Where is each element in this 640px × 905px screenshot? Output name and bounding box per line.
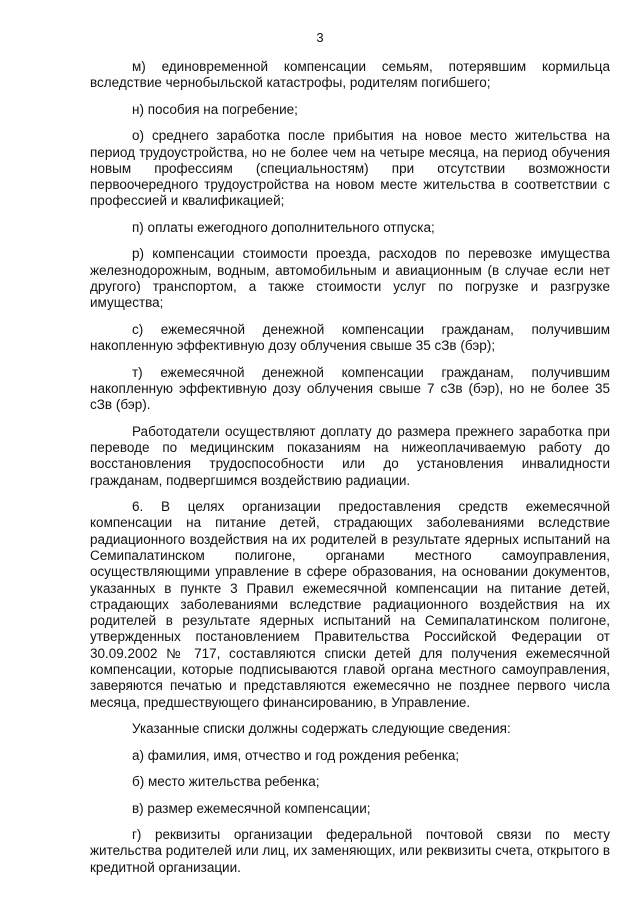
paragraph-g: г) реквизиты организации федеральной почтовой связи по месту жительства родителей или лиц, их заменяющих, или реквизиты счета, открытого в кредитной организации.	[90, 827, 610, 875]
paragraph-o: о) среднего заработка после прибытия на новое место жительства на период трудоустройства, но не более чем на четыре месяца, на период обучения новым профессиям (специальностям) при отсутствии возможности первоочередного трудоустройства на новом месте жительства в соответствии с профессией и квалификацией;	[90, 128, 610, 209]
paragraph-m: м) единовременной компенсации семьям, потерявшим кормильца вследствие чернобыльской катастрофы, родителям погибшего;	[90, 59, 610, 91]
page-number: 3	[316, 30, 324, 45]
paragraph-employers: Работодатели осуществляют доплату до размера прежнего заработка при переводе по медицинским показаниям на нижеоплачиваемую работу до восстановления трудоспособности или до установления инвалидности гражданам, подвергшимся воздействию радиации.	[90, 423, 610, 488]
paragraph-b: б) место жительства ребенка;	[132, 774, 320, 790]
paragraph-6: 6. В целях организации предоставления средств ежемесячной компенсации на питание детей, страдающих заболеваниями вследствие радиационного воздействия на их родителей в результате ядерных испытаний на Семипалатинском полигоне, органами местного самоуправления, осуществляющими управление в сфере образования, на основании документов, указанных в пункте 3 Правил ежемесячной компенсации на питание детей, страдающих заболеваниями вследствие радиационного воздействия на их родителей в результате ядерных испытаний на Семипалатинском полигоне, утвержденных постановлением Правительства Российской Федерации от 30.09.2002 № 717, составляются списки детей для получения ежемесячной компенсации, которые подписываются главой органа местного самоуправления, заверяются печатью и представляются ежемесячно не позднее первого числа месяца, предшествующего финансированию, в Управление.	[90, 499, 610, 710]
paragraph-lists-intro: Указанные списки должны содержать следующие сведения:	[132, 721, 511, 737]
paragraph-r: р) компенсации стоимости проезда, расходов по перевозке имущества железнодорожным, водным, автомобильным и авиационным (в случае если нет другого) транспортом, а также стоимости услуг по погрузке и разгрузке имущества;	[90, 246, 610, 311]
document-body	[90, 59, 610, 886]
paragraph-s: с) ежемесячной денежной компенсации гражданам, получившим накопленную эффективную дозу облучения свыше 35 сЗв (бэр);	[90, 321, 610, 354]
paragraph-a: а) фамилия, имя, отчество и год рождения ребенка;	[132, 747, 460, 763]
paragraph-t: т) ежемесячной денежной компенсации гражданам, получившим накопленную эффективную дозу облучения свыше 7 сЗв (бэр), но не более 35 сЗв (бэр).	[90, 364, 610, 413]
paragraph-p: п) оплаты ежегодного дополнительного отпуска;	[132, 219, 435, 235]
paragraph-v: в) размер ежемесячной компенсации;	[132, 800, 371, 816]
paragraph-n: н) пособия на погребение;	[132, 101, 298, 117]
